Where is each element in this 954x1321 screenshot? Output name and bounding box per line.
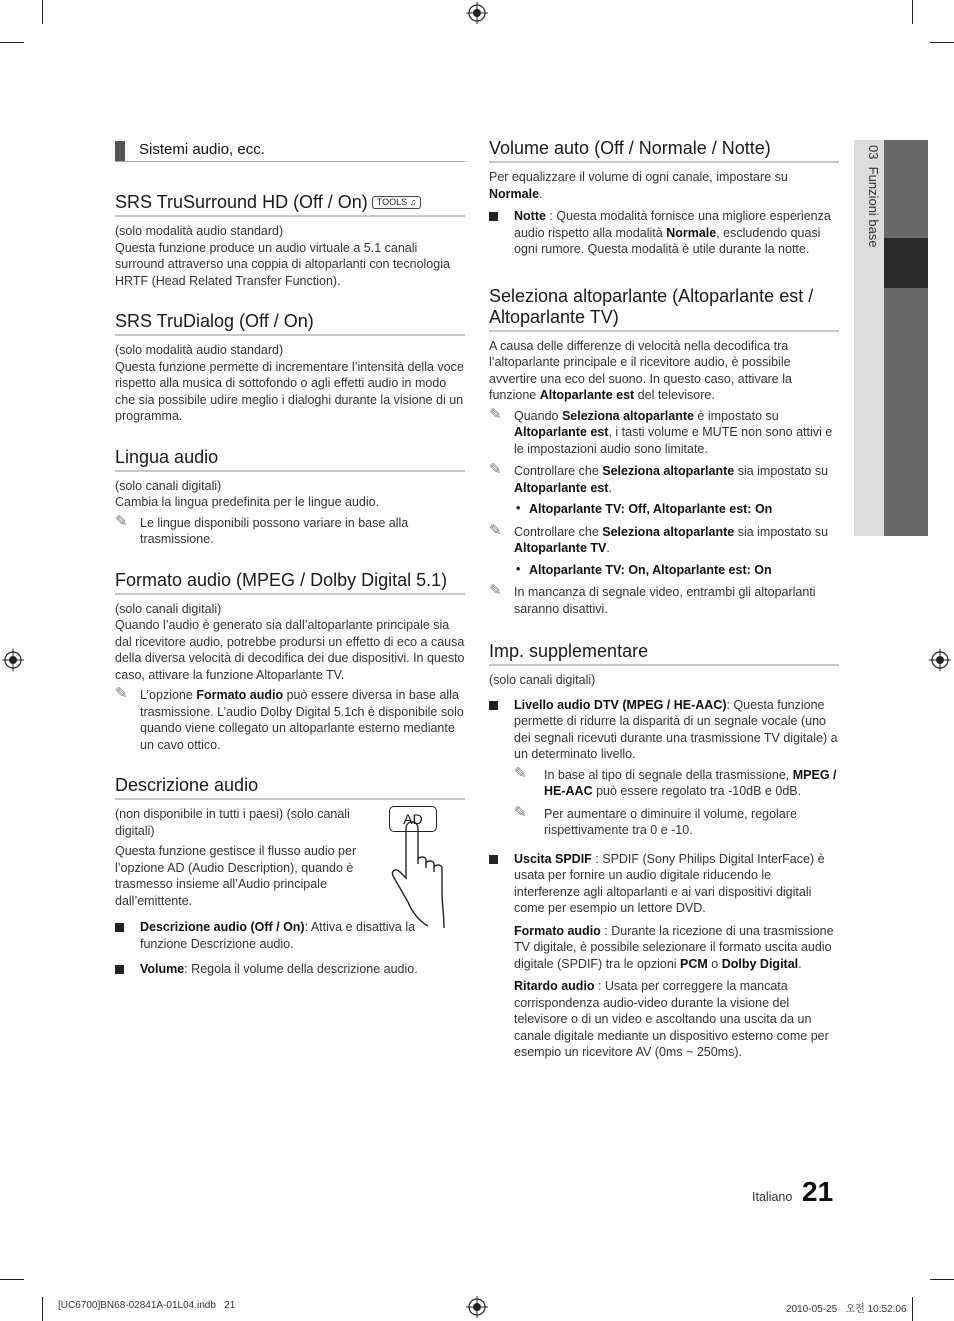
item-text: : Regola il volume della descrizione audio.	[184, 962, 418, 976]
body-text: Questa funzione produce un audio virtuale a 5.1 canali surround attraverso una coppia di altoparlanti con tecnologia HRTF (Head Related Transfer Function).	[115, 240, 450, 288]
note-text: Quando	[514, 408, 562, 423]
note-bold: Altoparlante TV	[514, 541, 607, 555]
list-item	[489, 851, 839, 917]
section-formato-audio	[115, 570, 465, 754]
crop-mark	[42, 1297, 43, 1321]
registration-target-icon	[2, 649, 24, 671]
crop-mark	[0, 1279, 24, 1280]
bullet-item	[489, 562, 839, 579]
item-bold: Livello audio DTV (MPEG / HE-AAC)	[514, 697, 727, 712]
title-text: SRS TruSurround HD (Off / On)	[115, 192, 368, 212]
section-title	[115, 192, 465, 217]
body-part: Per equalizzare il volume di ogni canale, impostare su	[489, 170, 788, 184]
pencil-note-icon: ✎	[489, 582, 502, 599]
body-ad: AD	[167, 860, 185, 875]
section-header-label: Sistemi audio, ecc.	[139, 141, 265, 158]
note-bold: MPEG / HE-AAC	[544, 767, 837, 798]
item-bold: Volume	[140, 962, 185, 976]
item-text: : Questa modalità fornisce una migliore esperienza audio rispetto alla modalità	[514, 209, 831, 240]
body-text	[489, 338, 839, 404]
page-number: 21	[802, 1176, 834, 1207]
tools-badge-icon: TOOLS ♫	[372, 196, 422, 209]
mode-text: (solo modalità audio standard)	[115, 224, 284, 238]
mode-text: (solo modalità audio standard)	[115, 343, 284, 357]
side-tab-dark	[884, 140, 928, 536]
pencil-note-icon: ✎	[514, 764, 527, 782]
side-tab-marker	[884, 238, 928, 288]
section-volume-auto	[489, 138, 839, 258]
bullet-item	[489, 501, 839, 518]
note-bold: Seleziona altoparlante	[602, 464, 735, 478]
note-text: Per aumentare o diminuire il volume, regolare rispettivamente tra 0 e -10.	[544, 806, 797, 837]
note-text: Controllare che	[514, 524, 603, 539]
note	[489, 463, 839, 496]
square-bullet-icon	[115, 923, 124, 932]
item-text: : Attiva e disattiva la funzione Descrizione audio.	[140, 920, 416, 951]
note	[489, 584, 839, 617]
crop-mark	[930, 1279, 954, 1280]
square-bullet-icon	[489, 212, 498, 221]
crop-mark	[930, 42, 954, 43]
note-text: è impostato su	[693, 408, 779, 423]
item-bold: Uscita SPDIF	[514, 851, 592, 866]
sub-paragraph	[489, 978, 839, 1061]
item-bold: Descrizione audio (Off / On)	[140, 920, 305, 934]
note-text: .	[608, 480, 612, 495]
section-title: Volume auto (Off / Normale / Notte)	[489, 138, 839, 163]
section-header	[115, 139, 465, 162]
bullet-text: Altoparlante TV: Off, Altoparlante est: On	[529, 502, 773, 516]
mode-text: (solo canali digitali)	[115, 478, 222, 493]
footer-language: Italiano	[752, 1190, 793, 1204]
sub-bold: PCM	[680, 956, 708, 971]
sub-bold: Ritardo audio	[514, 979, 595, 993]
sub-bold: Formato audio	[514, 923, 601, 938]
section-title: Formato audio (MPEG / Dolby Digital 5.1)	[115, 570, 465, 595]
list-item	[489, 208, 839, 258]
item-bold: Notte	[514, 209, 546, 223]
sub-note	[489, 803, 839, 839]
pencil-note-icon: ✎	[514, 803, 527, 821]
note-bold: Altoparlante est	[514, 425, 609, 439]
section-seleziona-altoparlante	[489, 286, 839, 618]
pencil-note-icon: ✎	[115, 685, 128, 702]
body-part: (Audio Description), quando è trasmesso insieme all’Audio principale dall’emittente.	[115, 860, 354, 908]
square-bullet-icon	[489, 855, 498, 864]
body-bold: Normale	[489, 186, 540, 201]
note-text: sia impostato su	[734, 524, 829, 539]
note-text: sia impostato su	[734, 464, 829, 478]
body-part: del televisore.	[634, 388, 715, 402]
note-text: può essere diversa in base alla trasmissione. L’audio Dolby Digital 5.1ch è disponibile solo quando viene collegato un altoparlante esterno mediante un cavo ottico.	[140, 688, 464, 752]
note	[115, 512, 465, 548]
mode-text: (non disponibile in tutti i paesi) (solo canali digitali)	[115, 807, 350, 838]
bullet-dot-icon: •	[516, 501, 521, 515]
pencil-note-icon: ✎	[489, 521, 502, 539]
descrizione-content	[115, 806, 465, 909]
body-part: Questa funzione gestisce il flusso audio per l’opzione	[115, 844, 357, 875]
registration-target-icon	[466, 1296, 488, 1318]
body-part: .	[539, 186, 543, 201]
section-srs-trusurround	[115, 192, 465, 289]
note-bold: Formato audio	[196, 688, 284, 702]
list-item	[115, 961, 465, 978]
section-lingua-audio	[115, 447, 465, 548]
pencil-note-icon: ✎	[489, 405, 502, 423]
note-text: In mancanza di segnale video, entrambi gli altoparlanti saranno disattivi.	[514, 585, 816, 616]
section-title: Lingua audio	[115, 447, 465, 472]
crop-mark	[42, 0, 43, 24]
section-descrizione-audio	[115, 775, 465, 978]
note-bold: Altoparlante est	[514, 480, 609, 495]
note-text: , i tasti volume e	[608, 425, 703, 439]
crop-mark	[0, 42, 24, 43]
right-column	[489, 138, 839, 1083]
section-title: Descrizione audio	[115, 775, 465, 800]
square-bullet-icon	[489, 701, 498, 710]
note-mute: MUTE	[702, 425, 738, 439]
body-bold: Altoparlante est	[539, 388, 635, 402]
body-text	[489, 169, 839, 202]
registration-target-icon	[929, 649, 951, 671]
tools-badge-text: TOOLS	[376, 197, 408, 207]
ad-remote-illustration	[388, 806, 468, 931]
section-srs-trudialog	[115, 311, 465, 425]
note	[489, 405, 839, 458]
pencil-note-icon: ✎	[115, 512, 128, 530]
sub-text: o	[707, 956, 722, 971]
section-imp-supplementare	[489, 641, 839, 1061]
footer-file: [UC6700]BN68-02841A-01L04.indb 21	[58, 1300, 236, 1311]
section-title: SRS TruDialog (Off / On)	[115, 311, 465, 336]
sub-paragraph	[489, 923, 839, 973]
square-bullet-icon	[115, 965, 124, 974]
body-text: Cambia la lingua predefinita per le lingue audio.	[115, 495, 380, 509]
note-bold: Seleziona altoparlante	[561, 408, 694, 423]
note-text: Controllare che	[514, 464, 603, 478]
list-item	[115, 919, 465, 952]
note-text: In base al tipo di segnale della trasmissione,	[544, 767, 793, 782]
sub-text: : Usata per correggere la mancata corrispondenza audio-video durante la visione del televisore o di un video e ascoltando una uscita da un canale digitale mediante un dispositivo esterno come per esempio un ricevitore AV (0ms ~ 250ms).	[514, 979, 829, 1059]
body-text: Questa funzione permette di incrementare l’intensità della voce rispetto alla musica di sottofondo o agli effetti audio in modo che sia possibile udire meglio i dialoghi durante la visione di un programma.	[115, 359, 464, 423]
sub-note	[489, 764, 839, 800]
body-text: Quando l’audio è generato sia dall’altoparlante principale sia dal ricevitore audio, potrebbe prodursi un effetto di eco a causa della diversa velocità di decodifica dei due dispositivi. In questo caso, attivare la funzione Altoparlante TV.	[115, 618, 465, 682]
note-text: L’opzione	[140, 688, 197, 702]
item-bold: Normale	[666, 225, 717, 240]
bullet-text: Altoparlante TV: On, Altoparlante est: On	[529, 562, 772, 577]
note-text: Le lingue disponibili possono variare in base alla trasmissione.	[140, 515, 409, 546]
note-text: .	[606, 541, 610, 555]
section-header-bar	[115, 141, 125, 161]
mode-text: (solo canali digitali)	[115, 601, 222, 616]
list-item	[489, 697, 839, 763]
item-text: : Questa funzione permette di ridurre la disparità di un segnale vocale (uno dei segnali ricevuti durante una trasmissione TV digitale) a un determinato livello.	[514, 697, 838, 761]
item-text: , escludendo quasi ogni rumore. Questa modalità è utile durante la notte.	[514, 225, 821, 256]
pencil-note-icon: ✎	[489, 461, 502, 478]
crop-mark	[912, 1297, 913, 1321]
descrizione-text-block	[115, 806, 365, 909]
registration-target-icon	[466, 2, 488, 24]
note-bold: Seleziona altoparlante	[602, 524, 735, 539]
note-text: non sono attivi e le impostazioni audio sono limitate.	[514, 425, 833, 456]
section-title: Imp. supplementare	[489, 641, 839, 666]
section-title: Seleziona altoparlante (Altoparlante est / Altoparlante TV)	[489, 286, 839, 332]
footer-date: 2010-05-25 오전 10:52:06	[786, 1304, 907, 1315]
note	[489, 521, 839, 557]
mode-text: (solo canali digitali)	[489, 673, 596, 687]
bullet-dot-icon: •	[516, 561, 521, 576]
body-text	[115, 843, 365, 909]
left-column	[115, 192, 465, 1000]
note-text: può essere regolato tra -10dB e 0dB.	[592, 784, 802, 798]
sub-bold: Dolby Digital	[721, 956, 799, 971]
body-part: A causa delle differenze di velocità nella decodifica tra l’altoparlante principale e il ricevitore audio, è possibile avvertire una eco del suono. In questo caso, attivare la funzione	[489, 338, 792, 402]
item-text: : SPDIF (Sony Philips Digital InterFace) è usata per fornire un audio digitale riducendo le interferenze agli altoparlanti e ai vari dispositivi digitali come per esempio un lettore DVD.	[514, 851, 825, 915]
pointing-hand-icon	[388, 820, 468, 930]
sub-text: .	[798, 956, 802, 971]
crop-mark	[912, 0, 913, 24]
side-tab-label: 03 Funzioni base	[866, 145, 881, 248]
sub-text: : Durante la ricezione di una trasmissione TV digitale, è possibile selezionare il formato uscita audio digitale (SPDIF) tra le opzioni	[514, 923, 834, 971]
note	[115, 687, 465, 753]
ad-button-icon: AD	[389, 806, 437, 832]
